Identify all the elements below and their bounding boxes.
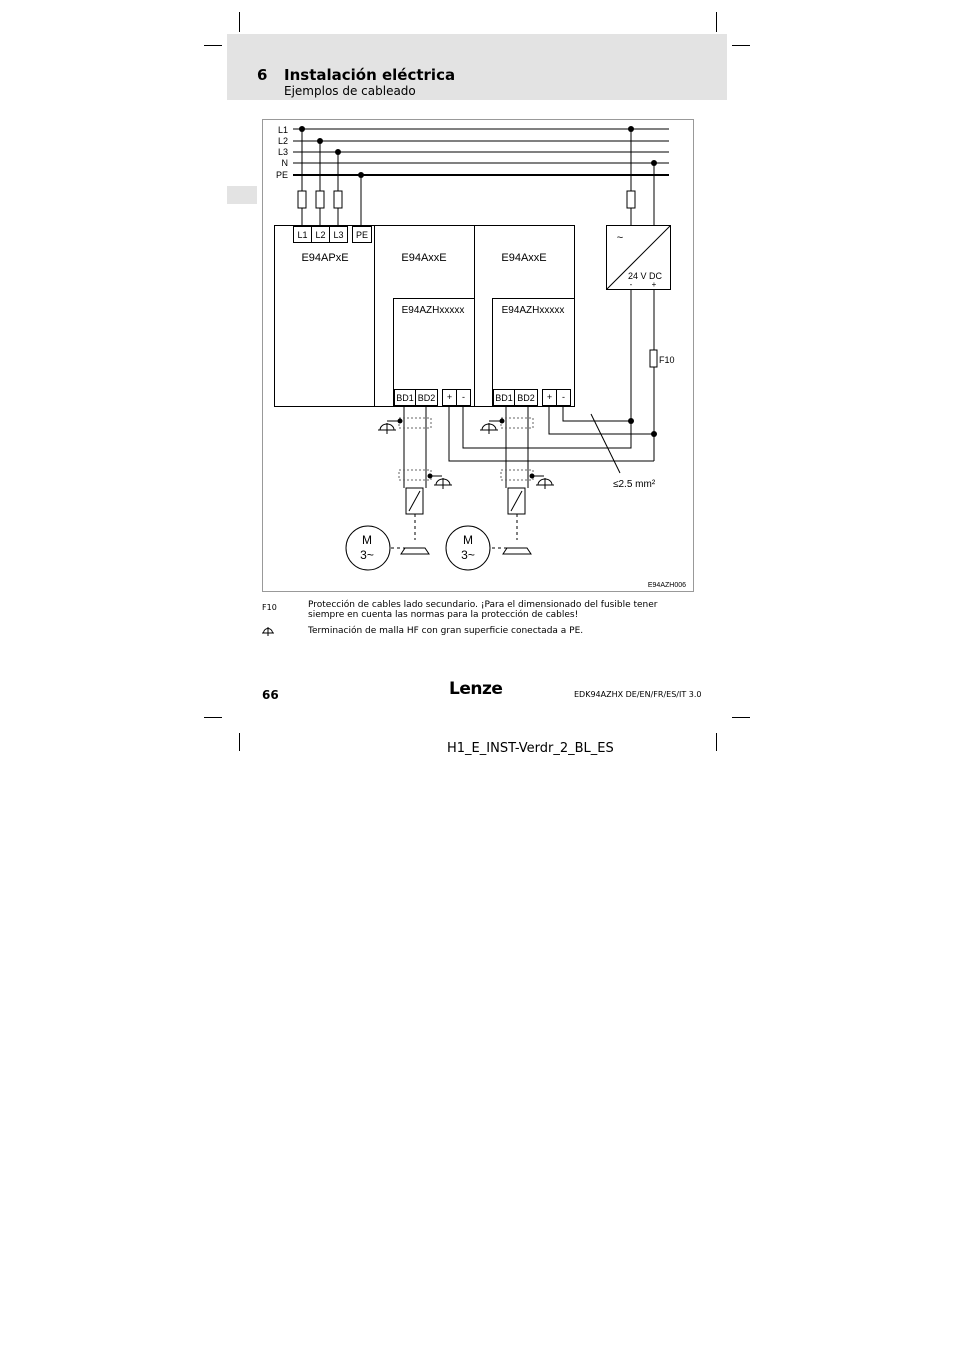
page-number: 66: [262, 688, 279, 702]
crop-mark: [716, 12, 717, 32]
side-tab: [227, 186, 257, 204]
power-supply-label: 24 V DC: [627, 271, 663, 281]
crop-mark: [239, 733, 240, 751]
ps-plus: +: [651, 280, 657, 289]
ac-symbol: ~: [616, 232, 624, 244]
lenze-logo: Lenze: [449, 679, 503, 699]
chapter-subtitle: Ejemplos de cableado: [284, 84, 416, 98]
terminal-bd2-1: BD2: [417, 393, 436, 403]
terminal-minus-2: -: [562, 392, 565, 402]
note-text-f10: Protección de cables lado secundario. ¡Para el dimensionado del fusible tener siempre en cuenta las normas para la protección de cables!: [308, 600, 658, 620]
module-label-axis-1: E94AxxE: [401, 252, 447, 264]
motor-1-phase: 3~: [360, 548, 374, 562]
crop-mark: [204, 717, 222, 718]
bus-label-n: N: [281, 158, 288, 168]
terminal-minus-1: -: [462, 392, 465, 402]
terminal-l1: L1: [297, 230, 308, 240]
bus-label-pe: PE: [275, 170, 288, 180]
module-label-supply: E94APxE: [301, 252, 349, 264]
wiring-diagram: [262, 118, 694, 592]
crop-mark: [732, 717, 750, 718]
terminal-plus-1: +: [446, 392, 453, 402]
terminal-pe: PE: [355, 230, 369, 240]
figure-id: E94AZH006: [647, 582, 686, 589]
bus-label-l3: L3: [277, 147, 288, 157]
crop-mark: [716, 733, 717, 751]
fuse-f10-label: F10: [659, 355, 675, 365]
crop-mark: [204, 45, 222, 46]
option-label-1: E94AZHxxxxx: [401, 305, 465, 316]
bus-label-l1: L1: [277, 125, 288, 135]
ps-minus: -: [629, 280, 633, 289]
cable-spec-label: ≤2.5 mm²: [613, 479, 656, 490]
module-label-axis-2: E94AxxE: [501, 252, 547, 264]
chapter-title: Instalación eléctrica: [284, 66, 456, 84]
terminal-l2: L2: [315, 230, 326, 240]
crop-mark: [239, 12, 240, 32]
crop-mark: [732, 45, 750, 46]
terminal-plus-2: +: [546, 392, 553, 402]
document-id: EDK94AZHX DE/EN/FR/ES/IT 3.0: [574, 690, 702, 699]
shield-ground-icon: [262, 626, 274, 636]
chapter-number: 6: [257, 66, 268, 84]
note-text-shield: Terminación de malla HF con gran superficie conectada a PE.: [308, 626, 584, 636]
motor-2-letter: M: [463, 533, 473, 547]
note-key-f10: F10: [262, 603, 277, 612]
terminal-l3: L3: [333, 230, 344, 240]
terminal-bd1-2: BD1: [495, 393, 513, 403]
job-label: H1_E_INST-Verdr_2_BL_ES: [447, 741, 614, 756]
motor-1-letter: M: [362, 533, 372, 547]
option-label-2: E94AZHxxxxx: [501, 305, 565, 316]
terminal-bd1-1: BD1: [396, 393, 414, 403]
motor-2-phase: 3~: [461, 548, 475, 562]
terminal-bd2-2: BD2: [517, 393, 535, 403]
bus-label-l2: L2: [277, 136, 288, 146]
